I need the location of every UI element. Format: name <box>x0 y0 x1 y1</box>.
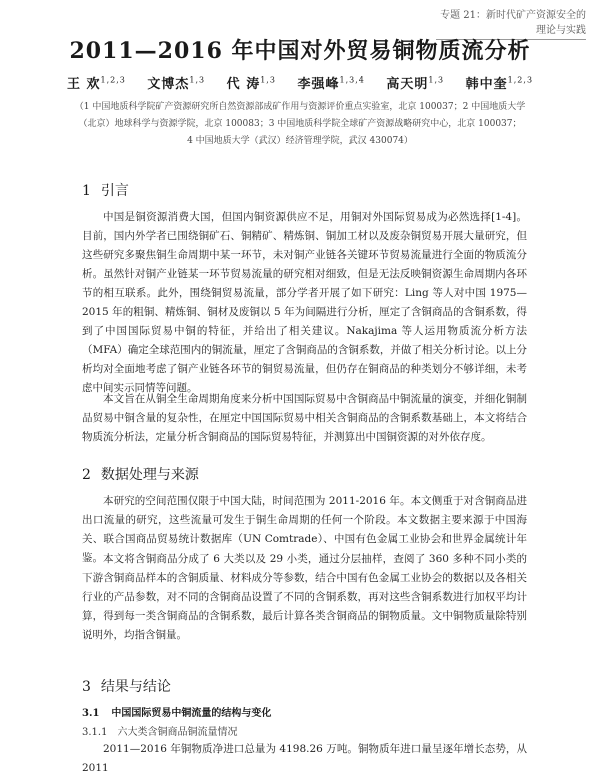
subsection-heading: 3.1 中国国际贸易中铜流量的结构与变化 <box>82 708 272 719</box>
section-heading-results: 3 结果与结论 <box>82 679 171 695</box>
author: 高天明$^{1,3}$ <box>386 75 445 92</box>
author-list <box>0 73 600 92</box>
section-heading-data: 2 数据处理与来源 <box>82 467 199 483</box>
affiliation-line: （1 中国地质科学院矿产资源研究所自然资源部成矿作用与资源评价重点实验室，北京 100037；2 中国地质大学 <box>74 102 526 112</box>
subsubsection-heading: 3.1.1 六大类含铜商品铜流量情况 <box>82 727 238 738</box>
data-paragraph-2: 本文将含铜商品分成了 6 大类以及 29 小类，通过分层抽样，查阅了 360 多种不同小类的下游含铜商品样本的含铜质量、材料成分等参数，结合中国有色金属工业协会的数据以及各相关行业的产品参数，对不同的含铜商品设置了不同的含铜系数，再对这些含铜系数进行加权平均计算，得到每一类含铜商品的含铜系数，最后计算各类含铜商品的铜物质量。文中铜物质量除特别说明外，均指含铜量。 <box>82 553 527 641</box>
section-heading-intro: 1 引言 <box>82 183 129 199</box>
author: 韩中奎$^{1,2,3}$ <box>465 75 534 92</box>
author: 代 涛$^{1,3}$ <box>226 75 276 92</box>
running-head: 专题 21：新时代矿产资源安全的理论与实践 <box>436 6 586 40</box>
author: 文博杰$^{1,3}$ <box>147 75 206 92</box>
intro-paragraph-2: 本文旨在从铜全生命周期角度来分析中国国际贸易中含铜商品中铜流量的演变，并细化铜制品贸易中铜含量的复杂性，在厘定中国国际贸易中相关含铜商品的含铜系数基础上，本文将结合物质流分析法，定量分析含铜商品的国际贸易特征，并测算出中国铜资源的对外依存度。 <box>82 393 527 443</box>
data-paragraph-1: 本研究的空间范围仅限于中国大陆，时间范围为 2011-2016 年。本文侧重于对含铜商品进出口流量的研究，这些流量可发生于铜生命周期的任何一个阶段。本文数据主要来源于中国海关、联合国商品贸易统计数据库（UN Comtrade）、中国有色金属工业协会和世界金属统计年鉴。 <box>82 495 527 564</box>
affiliation-line: （北京）地球科学与资源学院，北京 100083；3 中国地质科学院全球矿产资源战略研究中心，北京 100037； <box>78 119 522 129</box>
author: 王 欢$^{1,2,3}$ <box>66 75 126 92</box>
affiliation-line: 4 中国地质大学（武汉）经济管理学院，武汉 430074） <box>187 136 413 146</box>
intro-paragraph-1: 中国是铜资源消费大国，但国内铜资源供应不足，用铜对外国际贸易成为必然选择[1-4]。目前，国内外学者已围绕铜矿石、铜精矿、精炼铜、铜加工材以及废杂铜贸易开展大量研究，但这些研究多聚焦铜生命周期中某一环节，未对铜产业链各关键环节贸易流量进行全面的物质流分析。虽然针对铜产业链某一环节贸易流量的研究相对细致，但是无法反映铜资源生命周期内各环节的相互联系。此外，围绕铜贸易流量，部分学者开展了如下研究：Ling 等人对中国 1975—2015 年的粗铜、精炼铜、铜材及废铜以 5 年为间隔进行分析，厘定了含铜商品的含铜系数，得到了中国国际贸易中铜的特征，并给出了相关建议。Nakajima 等人运用物质流分析方法（MFA）确定全球范围内的铜流量，厘定了含铜商品的含铜系数，并做了相关分析讨论。以上分析均对全面地考虑了铜产业链各环节的铜贸易流量，但仍存在铜商品的种类划分不够详细，未考虑中间实示同情等问题。 <box>82 211 527 394</box>
results-paragraph: 2011—2016 年铜物质净进口总量为 4198.26 万吨。铜物质年进口量呈逐年增长态势，从 2011 <box>82 743 527 774</box>
author: 李强峰$^{1,3,4}$ <box>297 75 365 92</box>
paper-title: 2011—2016 年中国对外贸易铜物质流分析 <box>69 38 531 64</box>
